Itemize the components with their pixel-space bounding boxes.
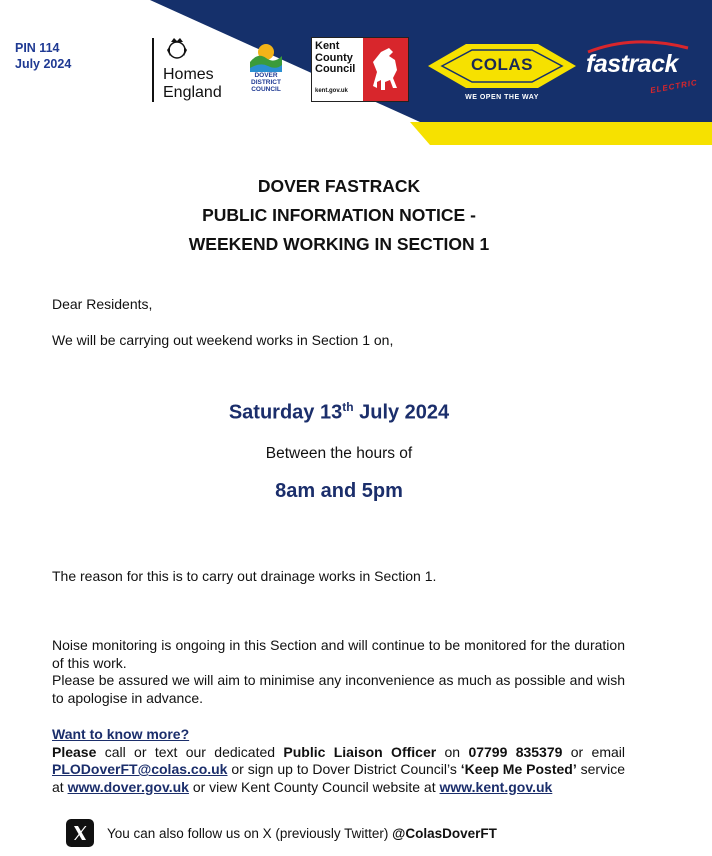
dover-text-2: DISTRICT (251, 79, 281, 86)
or-view-text: or view Kent County Council website at (188, 778, 440, 795)
officer-text: Public Liaison Officer (283, 743, 437, 760)
dover-council-logo (246, 40, 286, 102)
homes-england-text: Homes England (163, 66, 222, 101)
works-date (0, 400, 678, 425)
works-hours: 8am and 5pm (275, 480, 403, 502)
date-day: Saturday 13 (228, 401, 343, 424)
dover-emblem-icon (246, 40, 286, 72)
dover-website-link[interactable]: www.dover.gov.uk (67, 778, 189, 795)
follow-label: You can also follow us on X (previously Twitter) (107, 826, 393, 841)
noise-paragraph: Noise monitoring is ongoing in this Section and will continue to be monitored for the duration of this work. (52, 637, 625, 671)
dover-text-3: COUNCIL (251, 86, 281, 93)
x-handle-link[interactable]: @ColasDoverFT (392, 826, 497, 841)
kcc-text-1: Kent (315, 40, 340, 52)
signup-text: or sign up to Dover District Council’s (227, 761, 461, 777)
kcc-url: kent.gov.uk (315, 88, 348, 94)
title-line-2: PUBLIC INFORMATION NOTICE - (202, 205, 476, 225)
call-text: call or text our dedicated (96, 743, 284, 760)
greeting: Dear Residents, (52, 296, 153, 312)
contact-section (52, 726, 625, 796)
title-line-3: WEEKEND WORKING IN SECTION 1 (188, 234, 490, 254)
date-suffix: th (342, 400, 354, 414)
service-at-text: service at (52, 761, 625, 795)
intro-text: We will be carrying out weekend works in Section 1 on, (52, 332, 394, 348)
title-line-1: DOVER FASTRACK (257, 176, 421, 196)
assurance-paragraph: Please be assured we will aim to minimise any inconvenience as much as possible and wish to apologise in advance. (52, 672, 625, 706)
fastrack-wordmark: fastrack (586, 50, 678, 78)
colas-wordmark: COLAS (471, 55, 533, 74)
royal-crest-icon (164, 36, 190, 62)
kent-horse-icon (363, 38, 408, 101)
pin-reference (15, 40, 71, 72)
follow-text (107, 826, 497, 841)
colas-logo (428, 42, 576, 100)
or-email-text: or email (562, 743, 625, 760)
between-hours-label: Between the hours of (265, 445, 413, 462)
phone-number: 07799 835379 (468, 743, 563, 760)
pin-number: PIN 114 (15, 41, 60, 55)
keep-me-posted: ‘Keep Me Posted’ (460, 761, 577, 777)
dover-text-1: DOVER (254, 72, 278, 79)
date-rest: July 2024 (353, 401, 450, 424)
kent-county-council-logo (311, 37, 409, 102)
homes-england-logo (152, 36, 232, 104)
on-text: on (436, 743, 469, 760)
contact-paragraph (52, 744, 625, 797)
fastrack-logo (584, 38, 706, 102)
colas-tagline: WE OPEN THE WAY (465, 94, 539, 101)
x-logo-icon[interactable] (66, 819, 94, 847)
kcc-text-2: County (315, 51, 353, 64)
email-link[interactable]: PLODoverFT@colas.co.uk (52, 761, 228, 777)
reason-text: The reason for this is to carry out drainage works in Section 1. (52, 568, 437, 584)
want-to-know-more-link[interactable]: Want to know more? (52, 726, 190, 742)
kent-website-link[interactable]: www.kent.gov.uk (439, 778, 553, 795)
kcc-text-3: Council (315, 63, 356, 75)
fastrack-electric: ELECTRIC (649, 77, 699, 96)
please-text: Please (52, 743, 97, 760)
pin-date: July 2024 (15, 57, 72, 71)
notice-title (0, 172, 678, 259)
